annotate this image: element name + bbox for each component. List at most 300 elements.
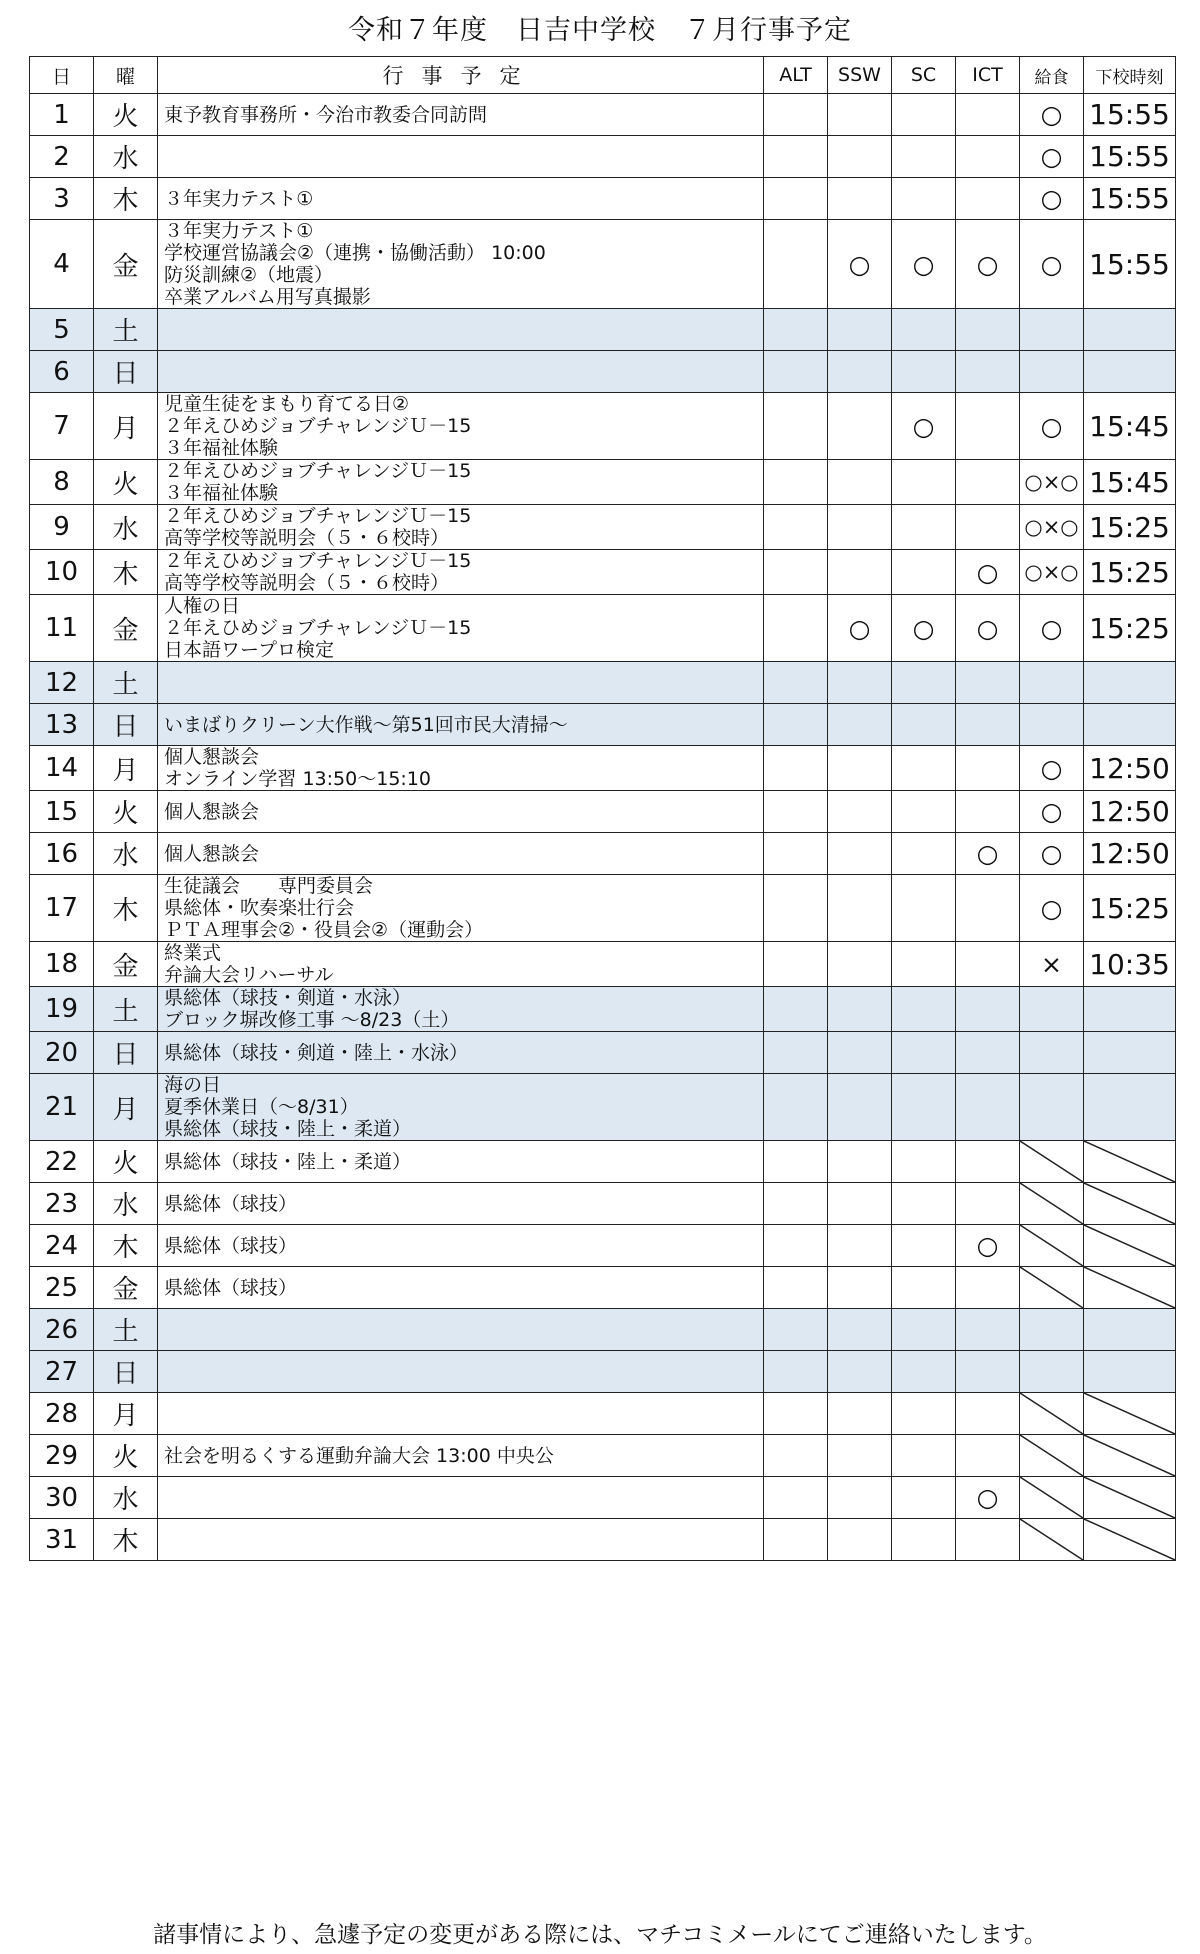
not-applicable-slash bbox=[1084, 1477, 1175, 1518]
ict-cell: ○ bbox=[956, 833, 1020, 875]
events-cell bbox=[158, 1267, 764, 1309]
event-line: ３年実力テスト① bbox=[164, 220, 314, 242]
ssw-cell bbox=[828, 1519, 892, 1561]
ict-cell bbox=[956, 1074, 1020, 1141]
ict-cell bbox=[956, 1435, 1020, 1477]
ssw-cell bbox=[828, 393, 892, 460]
table-row bbox=[30, 460, 1176, 505]
not-applicable-slash bbox=[1020, 1393, 1083, 1434]
day-cell: 17 bbox=[30, 875, 94, 942]
sc-cell bbox=[892, 746, 956, 791]
ssw-cell bbox=[828, 1183, 892, 1225]
sc-cell bbox=[892, 550, 956, 595]
sc-cell bbox=[892, 178, 956, 220]
events-cell bbox=[158, 1141, 764, 1183]
day-cell: 31 bbox=[30, 1519, 94, 1561]
lunch-cell bbox=[1020, 351, 1084, 393]
lunch-cell: ○×○ bbox=[1020, 460, 1084, 505]
ict-cell bbox=[956, 875, 1020, 942]
sc-cell bbox=[892, 1519, 956, 1561]
weekday-cell: 土 bbox=[94, 987, 158, 1032]
ssw-cell bbox=[828, 833, 892, 875]
weekday-cell: 月 bbox=[94, 746, 158, 791]
weekday-cell: 土 bbox=[94, 1309, 158, 1351]
dismissal-cell bbox=[1084, 1032, 1176, 1074]
alt-cell bbox=[764, 987, 828, 1032]
lunch-cell bbox=[1020, 1183, 1084, 1225]
not-applicable-slash bbox=[1020, 1183, 1083, 1224]
ict-cell bbox=[956, 505, 1020, 550]
ict-cell: ○ bbox=[956, 1477, 1020, 1519]
day-cell: 18 bbox=[30, 942, 94, 987]
event-line: 県総体（球技・陸上・柔道） bbox=[164, 1118, 412, 1140]
sc-cell bbox=[892, 309, 956, 351]
day-cell: 4 bbox=[30, 220, 94, 309]
header-ict: ICT bbox=[956, 57, 1020, 94]
event-line: 高等学校等説明会（５・６校時） bbox=[164, 572, 450, 594]
event-line: ３年福祉体験 bbox=[164, 482, 279, 504]
lunch-cell: ○ bbox=[1020, 746, 1084, 791]
table-row bbox=[30, 94, 1176, 136]
sc-cell bbox=[892, 1074, 956, 1141]
ssw-cell bbox=[828, 704, 892, 746]
alt-cell bbox=[764, 351, 828, 393]
sc-cell bbox=[892, 875, 956, 942]
lunch-cell: ○ bbox=[1020, 178, 1084, 220]
alt-cell bbox=[764, 1141, 828, 1183]
dismissal-cell: 15:55 bbox=[1084, 136, 1176, 178]
dismissal-cell: 12:50 bbox=[1084, 746, 1176, 791]
event-line: ３年福祉体験 bbox=[164, 437, 279, 459]
header-lunch: 給食 bbox=[1020, 57, 1084, 94]
lunch-cell: ○ bbox=[1020, 791, 1084, 833]
sc-cell: ○ bbox=[892, 220, 956, 309]
not-applicable-slash bbox=[1084, 1267, 1175, 1308]
day-cell: 3 bbox=[30, 178, 94, 220]
table-row bbox=[30, 1477, 1176, 1519]
dismissal-cell: 15:55 bbox=[1084, 178, 1176, 220]
alt-cell bbox=[764, 1519, 828, 1561]
sc-cell bbox=[892, 460, 956, 505]
dismissal-cell: 15:25 bbox=[1084, 550, 1176, 595]
ict-cell: ○ bbox=[956, 1225, 1020, 1267]
dismissal-cell bbox=[1084, 1477, 1176, 1519]
header-day: 日 bbox=[30, 57, 94, 94]
day-cell: 20 bbox=[30, 1032, 94, 1074]
sc-cell bbox=[892, 1435, 956, 1477]
table-row bbox=[30, 791, 1176, 833]
event-line: 県総体（球技） bbox=[164, 1234, 298, 1257]
ssw-cell bbox=[828, 1032, 892, 1074]
alt-cell bbox=[764, 1393, 828, 1435]
table-row bbox=[30, 704, 1176, 746]
sc-cell bbox=[892, 987, 956, 1032]
day-cell: 16 bbox=[30, 833, 94, 875]
alt-cell bbox=[764, 704, 828, 746]
not-applicable-slash bbox=[1084, 1141, 1175, 1182]
alt-cell bbox=[764, 1032, 828, 1074]
lunch-cell: ○ bbox=[1020, 94, 1084, 136]
weekday-cell: 木 bbox=[94, 875, 158, 942]
events-cell bbox=[158, 351, 764, 393]
alt-cell bbox=[764, 1267, 828, 1309]
weekday-cell: 土 bbox=[94, 309, 158, 351]
dismissal-cell: 12:50 bbox=[1084, 833, 1176, 875]
events-cell bbox=[158, 942, 764, 987]
ict-cell bbox=[956, 662, 1020, 704]
dismissal-cell: 15:45 bbox=[1084, 393, 1176, 460]
ssw-cell bbox=[828, 309, 892, 351]
table-row bbox=[30, 505, 1176, 550]
alt-cell bbox=[764, 1225, 828, 1267]
weekday-cell: 月 bbox=[94, 393, 158, 460]
dismissal-cell bbox=[1084, 1393, 1176, 1435]
day-cell: 29 bbox=[30, 1435, 94, 1477]
dismissal-cell bbox=[1084, 704, 1176, 746]
lunch-cell bbox=[1020, 1435, 1084, 1477]
ict-cell bbox=[956, 393, 1020, 460]
day-cell: 11 bbox=[30, 595, 94, 662]
ict-cell bbox=[956, 460, 1020, 505]
not-applicable-slash bbox=[1084, 1393, 1175, 1434]
ict-cell bbox=[956, 704, 1020, 746]
day-cell: 2 bbox=[30, 136, 94, 178]
lunch-cell bbox=[1020, 309, 1084, 351]
alt-cell bbox=[764, 1435, 828, 1477]
dismissal-cell bbox=[1084, 1074, 1176, 1141]
event-line: ２年えひめジョブチャレンジＵ－15 bbox=[164, 460, 472, 482]
header-sc: SC bbox=[892, 57, 956, 94]
ssw-cell bbox=[828, 505, 892, 550]
alt-cell bbox=[764, 833, 828, 875]
sc-cell: ○ bbox=[892, 595, 956, 662]
ict-cell bbox=[956, 1351, 1020, 1393]
table-row bbox=[30, 1225, 1176, 1267]
event-line: 県総体（球技・剣道・水泳） bbox=[164, 987, 412, 1009]
weekday-cell: 日 bbox=[94, 351, 158, 393]
sc-cell bbox=[892, 1183, 956, 1225]
weekday-cell: 木 bbox=[94, 1519, 158, 1561]
ssw-cell bbox=[828, 942, 892, 987]
weekday-cell: 火 bbox=[94, 1141, 158, 1183]
table-row bbox=[30, 1309, 1176, 1351]
weekday-cell: 木 bbox=[94, 178, 158, 220]
events-cell bbox=[158, 1032, 764, 1074]
event-line: 個人懇談会 bbox=[164, 800, 260, 823]
day-cell: 26 bbox=[30, 1309, 94, 1351]
ssw-cell: ○ bbox=[828, 220, 892, 309]
day-cell: 22 bbox=[30, 1141, 94, 1183]
alt-cell bbox=[764, 746, 828, 791]
day-cell: 1 bbox=[30, 94, 94, 136]
ssw-cell bbox=[828, 875, 892, 942]
table-row bbox=[30, 595, 1176, 662]
sc-cell bbox=[892, 1393, 956, 1435]
ssw-cell bbox=[828, 1225, 892, 1267]
not-applicable-slash bbox=[1020, 1141, 1083, 1182]
ict-cell bbox=[956, 746, 1020, 791]
event-line: 高等学校等説明会（５・６校時） bbox=[164, 527, 450, 549]
header-row bbox=[30, 57, 1176, 94]
weekday-cell: 日 bbox=[94, 704, 158, 746]
weekday-cell: 月 bbox=[94, 1074, 158, 1141]
ict-cell bbox=[956, 1309, 1020, 1351]
ssw-cell bbox=[828, 1309, 892, 1351]
ssw-cell bbox=[828, 1393, 892, 1435]
events-cell bbox=[158, 791, 764, 833]
sc-cell bbox=[892, 662, 956, 704]
dismissal-cell bbox=[1084, 1183, 1176, 1225]
sc-cell bbox=[892, 1225, 956, 1267]
event-line: ３年実力テスト① bbox=[164, 187, 314, 210]
sc-cell bbox=[892, 1141, 956, 1183]
table-row bbox=[30, 1519, 1176, 1561]
lunch-cell bbox=[1020, 1032, 1084, 1074]
alt-cell bbox=[764, 1183, 828, 1225]
page-title: 令和７年度 日吉中学校 ７月行事予定 bbox=[348, 15, 852, 46]
lunch-cell bbox=[1020, 1519, 1084, 1561]
ssw-cell bbox=[828, 460, 892, 505]
weekday-cell: 水 bbox=[94, 1477, 158, 1519]
events-cell bbox=[158, 1225, 764, 1267]
ssw-cell bbox=[828, 1477, 892, 1519]
event-line: 学校運営協議会②（連携・協働活動） 10:00 bbox=[164, 242, 546, 264]
weekday-cell: 月 bbox=[94, 1393, 158, 1435]
sc-cell bbox=[892, 1351, 956, 1393]
sc-cell bbox=[892, 1477, 956, 1519]
event-line: ２年えひめジョブチャレンジＵ－15 bbox=[164, 505, 472, 527]
events-cell bbox=[158, 393, 764, 460]
not-applicable-slash bbox=[1020, 1225, 1083, 1266]
events-cell bbox=[158, 1309, 764, 1351]
day-cell: 7 bbox=[30, 393, 94, 460]
weekday-cell: 火 bbox=[94, 1435, 158, 1477]
table-row bbox=[30, 746, 1176, 791]
lunch-cell bbox=[1020, 704, 1084, 746]
ict-cell bbox=[956, 942, 1020, 987]
alt-cell bbox=[764, 460, 828, 505]
events-cell bbox=[158, 1393, 764, 1435]
day-cell: 10 bbox=[30, 550, 94, 595]
lunch-cell: ○ bbox=[1020, 833, 1084, 875]
table-row bbox=[30, 1393, 1176, 1435]
alt-cell bbox=[764, 1309, 828, 1351]
events-cell bbox=[158, 1435, 764, 1477]
day-cell: 8 bbox=[30, 460, 94, 505]
day-cell: 13 bbox=[30, 704, 94, 746]
event-line: 個人懇談会 bbox=[164, 746, 260, 768]
ict-cell bbox=[956, 791, 1020, 833]
weekday-cell: 金 bbox=[94, 220, 158, 309]
lunch-cell bbox=[1020, 1267, 1084, 1309]
day-cell: 14 bbox=[30, 746, 94, 791]
alt-cell bbox=[764, 875, 828, 942]
dismissal-cell bbox=[1084, 1267, 1176, 1309]
sc-cell bbox=[892, 351, 956, 393]
ict-cell bbox=[956, 1183, 1020, 1225]
header-ssw: SSW bbox=[828, 57, 892, 94]
event-line: 人権の日 bbox=[164, 595, 241, 617]
event-line: ブロック塀改修工事 ～8/23（土） bbox=[164, 1009, 460, 1031]
sc-cell bbox=[892, 1032, 956, 1074]
events-cell bbox=[158, 505, 764, 550]
event-line: ２年えひめジョブチャレンジＵ－15 bbox=[164, 415, 472, 437]
dismissal-cell bbox=[1084, 309, 1176, 351]
lunch-cell bbox=[1020, 1393, 1084, 1435]
lunch-cell: ○×○ bbox=[1020, 505, 1084, 550]
events-cell bbox=[158, 704, 764, 746]
event-line: ＰＴＡ理事会②・役員会②（運動会） bbox=[164, 919, 484, 941]
events-cell bbox=[158, 1519, 764, 1561]
events-cell bbox=[158, 550, 764, 595]
table-row bbox=[30, 1267, 1176, 1309]
events-cell bbox=[158, 595, 764, 662]
day-cell: 27 bbox=[30, 1351, 94, 1393]
event-line: ２年えひめジョブチャレンジＵ－15 bbox=[164, 550, 472, 572]
not-applicable-slash bbox=[1084, 1225, 1175, 1266]
table-row bbox=[30, 833, 1176, 875]
ict-cell bbox=[956, 94, 1020, 136]
ssw-cell bbox=[828, 178, 892, 220]
event-line: 東予教育事務所・今治市教委合同訪問 bbox=[164, 103, 488, 126]
sc-cell bbox=[892, 1267, 956, 1309]
sc-cell bbox=[892, 136, 956, 178]
event-line: 県総体・吹奏楽壮行会 bbox=[164, 897, 355, 919]
ict-cell: ○ bbox=[956, 550, 1020, 595]
lunch-cell bbox=[1020, 987, 1084, 1032]
day-cell: 6 bbox=[30, 351, 94, 393]
lunch-cell bbox=[1020, 662, 1084, 704]
dismissal-cell: 15:55 bbox=[1084, 220, 1176, 309]
event-line: 生徒議会 専門委員会 bbox=[164, 875, 374, 897]
events-cell bbox=[158, 136, 764, 178]
events-cell bbox=[158, 94, 764, 136]
alt-cell bbox=[764, 595, 828, 662]
event-line: オンライン学習 13:50～15:10 bbox=[164, 768, 431, 790]
dismissal-cell bbox=[1084, 1435, 1176, 1477]
table-row bbox=[30, 178, 1176, 220]
header-weekday: 曜 bbox=[94, 57, 158, 94]
table-row bbox=[30, 136, 1176, 178]
table-row bbox=[30, 662, 1176, 704]
event-line: 社会を明るくする運動弁論大会 13:00 中央公 bbox=[164, 1444, 554, 1467]
sc-cell bbox=[892, 833, 956, 875]
dismissal-cell bbox=[1084, 1309, 1176, 1351]
event-line: 日本語ワープロ検定 bbox=[164, 639, 335, 661]
dismissal-cell bbox=[1084, 1225, 1176, 1267]
ict-cell bbox=[956, 1519, 1020, 1561]
event-line: 卒業アルバム用写真撮影 bbox=[164, 286, 371, 308]
table-row bbox=[30, 942, 1176, 987]
ict-cell bbox=[956, 1032, 1020, 1074]
table-row bbox=[30, 550, 1176, 595]
table-row bbox=[30, 351, 1176, 393]
dismissal-cell bbox=[1084, 1141, 1176, 1183]
table-row bbox=[30, 1351, 1176, 1393]
lunch-cell: ○×○ bbox=[1020, 550, 1084, 595]
alt-cell bbox=[764, 942, 828, 987]
lunch-cell: ○ bbox=[1020, 595, 1084, 662]
table-row bbox=[30, 1141, 1176, 1183]
dismissal-cell bbox=[1084, 1351, 1176, 1393]
dismissal-cell bbox=[1084, 662, 1176, 704]
table-row bbox=[30, 1435, 1176, 1477]
ssw-cell bbox=[828, 1435, 892, 1477]
weekday-cell: 火 bbox=[94, 460, 158, 505]
weekday-cell: 木 bbox=[94, 1225, 158, 1267]
dismissal-cell: 15:25 bbox=[1084, 595, 1176, 662]
header-events: 行事予定 bbox=[158, 57, 764, 94]
alt-cell bbox=[764, 220, 828, 309]
ict-cell bbox=[956, 1393, 1020, 1435]
ssw-cell bbox=[828, 1074, 892, 1141]
events-cell bbox=[158, 178, 764, 220]
alt-cell bbox=[764, 1477, 828, 1519]
weekday-cell: 日 bbox=[94, 1032, 158, 1074]
alt-cell bbox=[764, 550, 828, 595]
ssw-cell: ○ bbox=[828, 595, 892, 662]
weekday-cell: 木 bbox=[94, 550, 158, 595]
lunch-cell: × bbox=[1020, 942, 1084, 987]
ict-cell bbox=[956, 178, 1020, 220]
alt-cell bbox=[764, 1351, 828, 1393]
dismissal-cell: 10:35 bbox=[1084, 942, 1176, 987]
ssw-cell bbox=[828, 351, 892, 393]
day-cell: 19 bbox=[30, 987, 94, 1032]
alt-cell bbox=[764, 136, 828, 178]
lunch-cell: ○ bbox=[1020, 393, 1084, 460]
event-line: 弁論大会リハーサル bbox=[164, 964, 334, 986]
lunch-cell: ○ bbox=[1020, 875, 1084, 942]
events-cell bbox=[158, 1477, 764, 1519]
ict-cell: ○ bbox=[956, 595, 1020, 662]
event-line: 県総体（球技） bbox=[164, 1192, 298, 1215]
event-line: 県総体（球技・陸上・柔道） bbox=[164, 1150, 412, 1173]
table-row bbox=[30, 309, 1176, 351]
events-cell bbox=[158, 220, 764, 309]
not-applicable-slash bbox=[1084, 1183, 1175, 1224]
sc-cell bbox=[892, 704, 956, 746]
ict-cell bbox=[956, 1267, 1020, 1309]
not-applicable-slash bbox=[1020, 1477, 1083, 1518]
ssw-cell bbox=[828, 746, 892, 791]
sc-cell: ○ bbox=[892, 393, 956, 460]
lunch-cell bbox=[1020, 1351, 1084, 1393]
not-applicable-slash bbox=[1020, 1435, 1083, 1476]
day-cell: 9 bbox=[30, 505, 94, 550]
events-cell bbox=[158, 1351, 764, 1393]
lunch-cell: ○ bbox=[1020, 136, 1084, 178]
day-cell: 23 bbox=[30, 1183, 94, 1225]
weekday-cell: 土 bbox=[94, 662, 158, 704]
ssw-cell bbox=[828, 1351, 892, 1393]
weekday-cell: 火 bbox=[94, 791, 158, 833]
ict-cell bbox=[956, 351, 1020, 393]
ict-cell bbox=[956, 987, 1020, 1032]
ssw-cell bbox=[828, 662, 892, 704]
not-applicable-slash bbox=[1020, 1519, 1083, 1560]
dismissal-cell bbox=[1084, 351, 1176, 393]
header-dismissal: 下校時刻 bbox=[1084, 57, 1176, 94]
ssw-cell bbox=[828, 791, 892, 833]
weekday-cell: 日 bbox=[94, 1351, 158, 1393]
footer-note: 諸事情により、急遽予定の変更がある際には、マチコミメールにてご連絡いたします。 bbox=[153, 1922, 1047, 1948]
table-row bbox=[30, 1074, 1176, 1141]
lunch-cell bbox=[1020, 1477, 1084, 1519]
weekday-cell: 金 bbox=[94, 1267, 158, 1309]
day-cell: 21 bbox=[30, 1074, 94, 1141]
ict-cell bbox=[956, 136, 1020, 178]
